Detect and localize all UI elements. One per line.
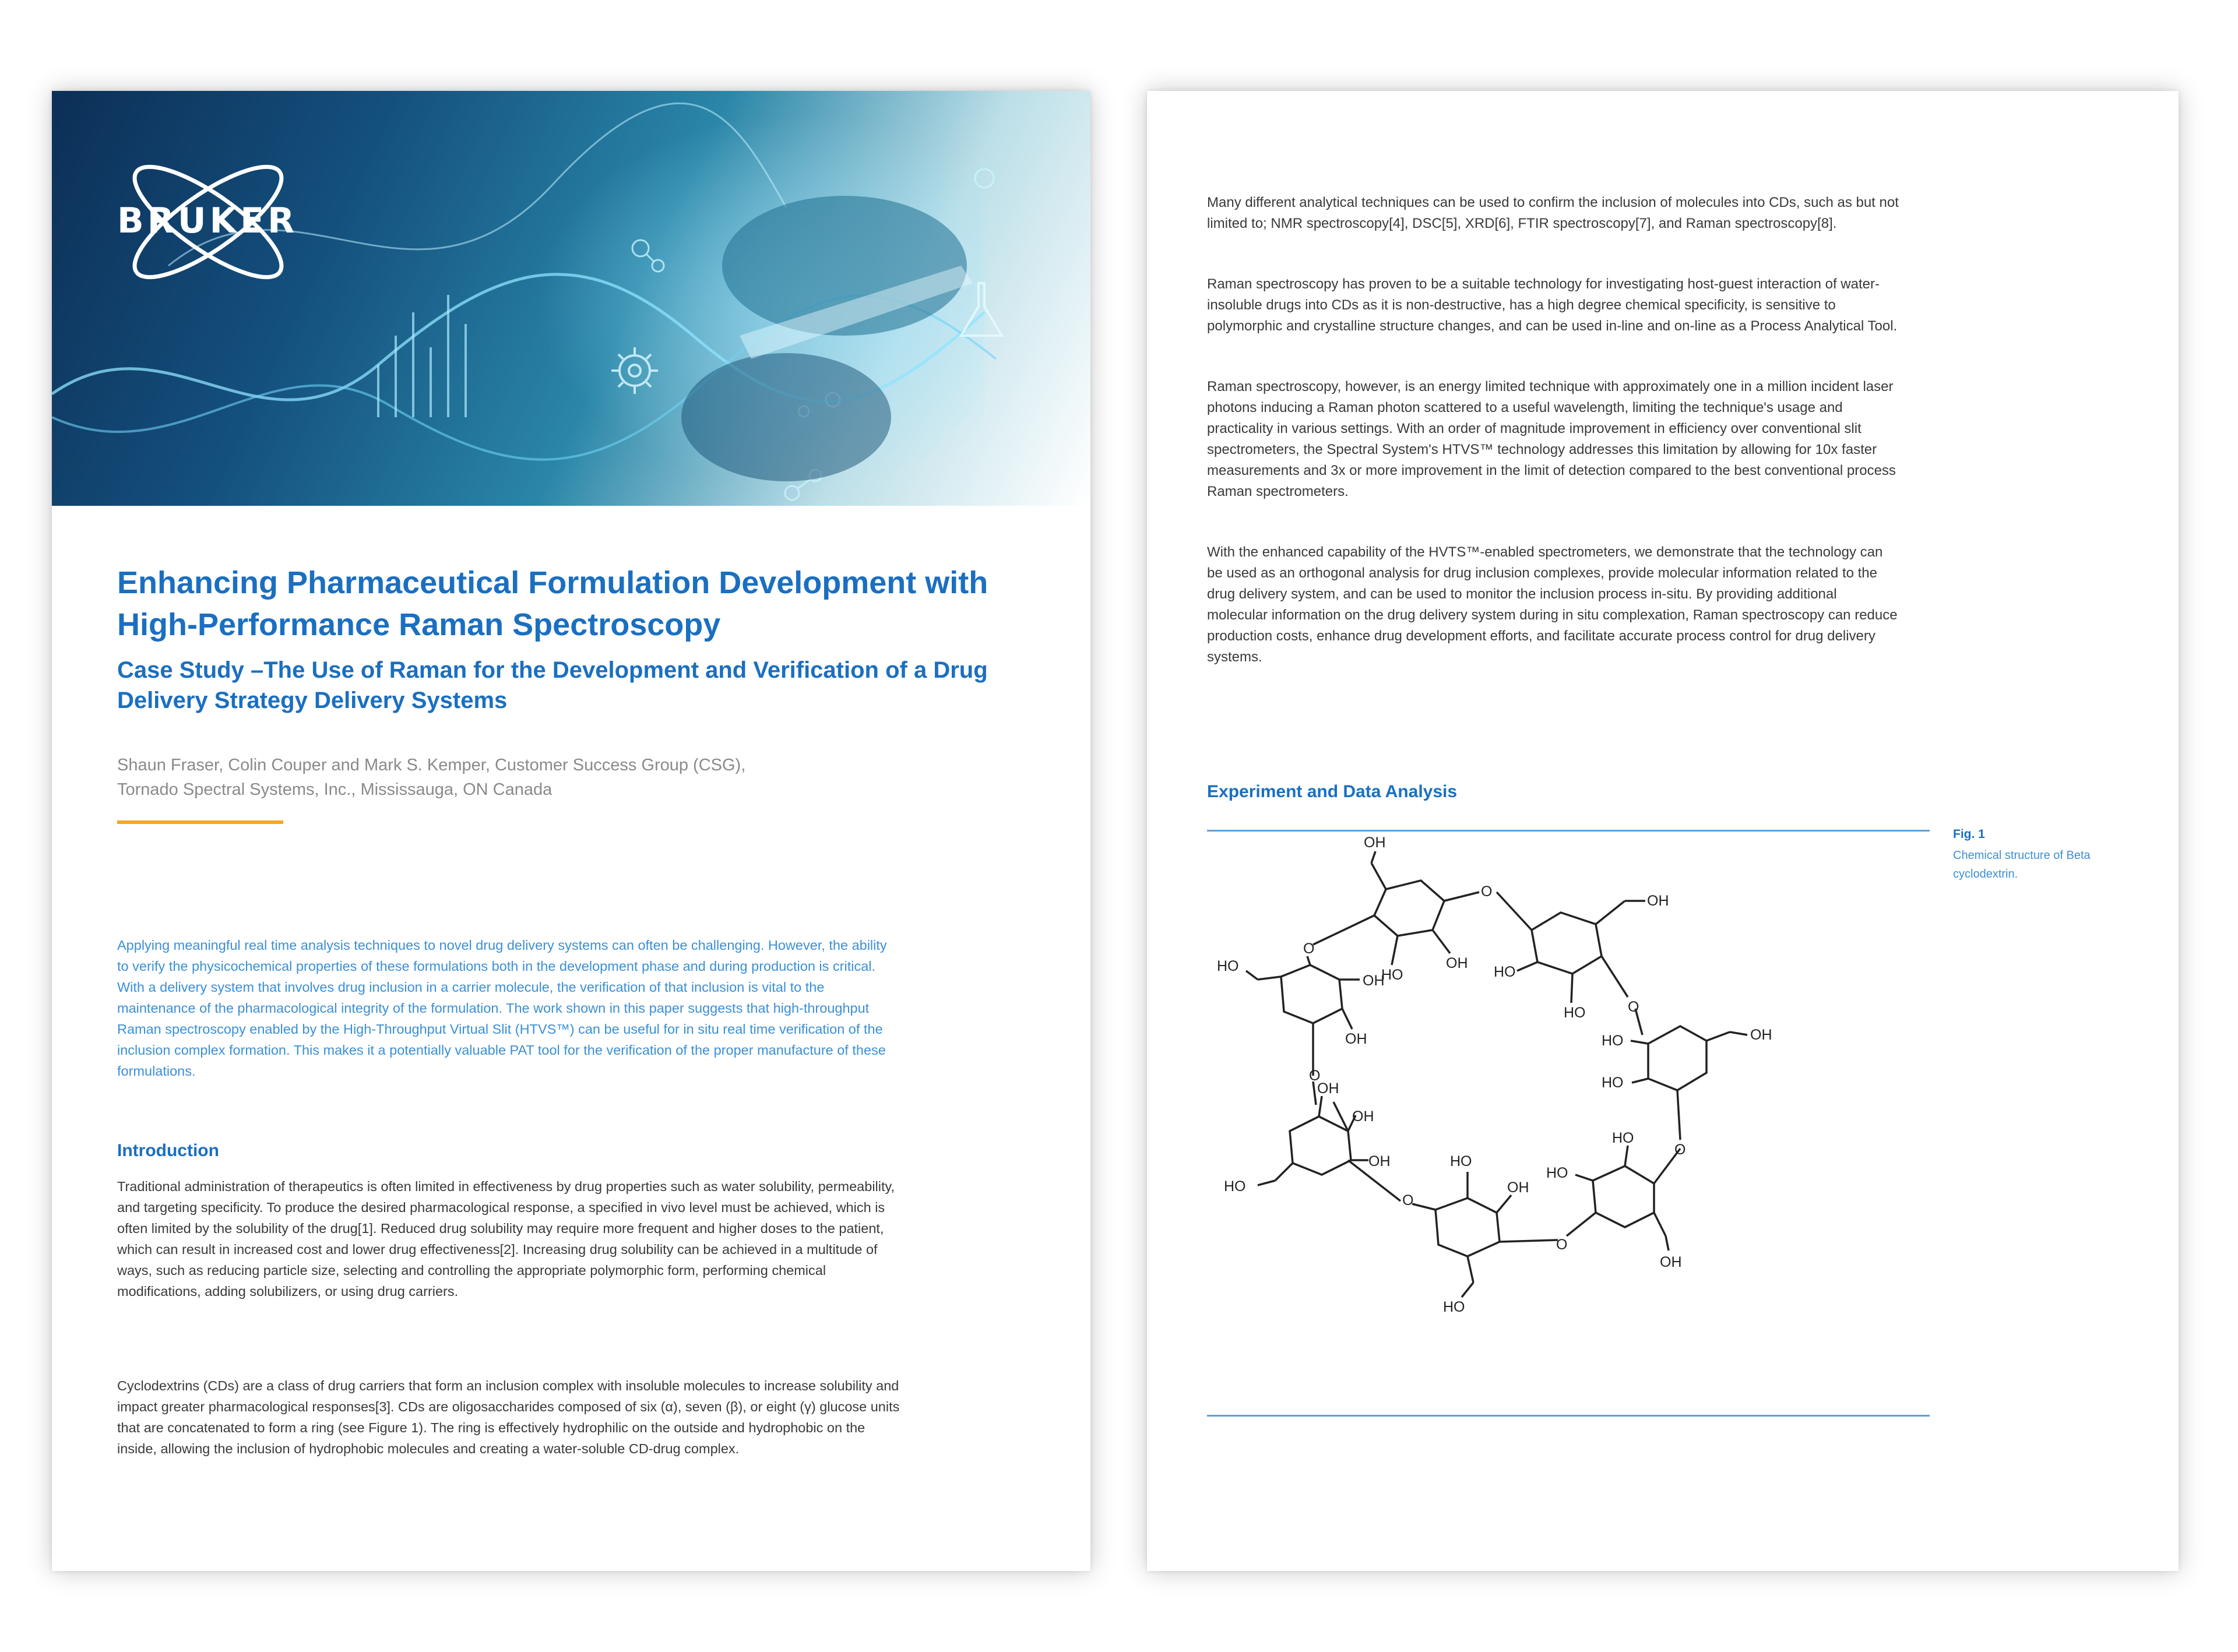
chem-label: O: [1309, 1068, 1321, 1084]
figure-top-rule: [1207, 830, 1930, 832]
left-page: [52, 91, 1090, 1571]
body-paragraph-3: Raman spectroscopy, however, is an energy limited technique with approximately one in a million incident laser photons inducing a Raman photon scattered to a useful wavelength, limiting the technique's usage and practicality in various settings. With an order of magnitude improvement in efficiency over conventional slit spectrometers, the Spectral System's HTVS™ technology addresses this limitation by allowing for 10x faster measurements and 3x or more improvement in the limit of detection compared to the best conventional process Raman spectrometers.: [1207, 379, 1896, 499]
chem-label: OH: [1750, 1027, 1772, 1043]
chem-label: HO: [1564, 1005, 1586, 1021]
beta-cyclodextrin-structure: [1194, 834, 1835, 1431]
experiment-heading: Experiment and Data Analysis: [1207, 782, 1458, 801]
chem-label: HO: [1381, 967, 1403, 983]
chem-label: HO: [1546, 1165, 1568, 1181]
chem-label: O: [1402, 1192, 1414, 1209]
body-paragraph-4: With the enhanced capability of the HVTS™-enabled spectrometers, we demonstrate that the technology can be used as an orthogonal analysis for drug inclusion complexes, provide molecular information related to the drug delivery system, and can be used to monitor the inclusion process in-situ. By providing additional molecular information on the drug delivery system during in situ complexation, Raman spectroscopy can reduce production costs, enhance drug development efforts, and facilitate accurate process control for drug delivery systems.: [1207, 544, 1898, 665]
body-paragraph-1: Many different analytical techniques can be used to confirm the inclusion of molecules into CDs, such as but not limited to; NMR spectroscopy[4], DSC[5], XRD[6], FTIR spectroscopy[7], and Raman spectroscopy[8].: [1207, 195, 1899, 231]
chem-label: OH: [1368, 1153, 1391, 1170]
hero-illustration: [52, 91, 1090, 506]
affiliation-line: Tornado Spectral Systems, Inc., Mississauga, ON Canada: [117, 780, 553, 799]
chem-label: OH: [1363, 973, 1385, 989]
chem-label: OH: [1647, 893, 1669, 909]
chem-label: O: [1628, 999, 1639, 1015]
chem-label: O: [1481, 883, 1493, 900]
right-page: [1147, 91, 2179, 1571]
authors-block: [117, 753, 991, 802]
abstract-paragraph: Applying meaningful real time analysis techniques to novel drug delivery systems can often be challenging. However, the ability to verify the physicochemical properties of these formulations both in the development phase and during production is critical. With a delivery system that involves drug inclusion in a carrier molecule, the verification of that inclusion is vital to the maintenance of the pharmacological integrity of the formulation. The work shown in this paper suggests that high-throughput Raman spectroscopy enabled by the High-Throughput Virtual Slit (HTVS™) can be useful for in situ real time verification of the inclusion complex formation. This makes it a potentially valuable PAT tool for the verification of the proper manufacture of these formulations.: [117, 938, 887, 1079]
introduction-heading: Introduction: [117, 1141, 219, 1160]
hero-banner-image: [52, 91, 1090, 506]
accent-divider: [117, 820, 283, 824]
chem-label: O: [1674, 1142, 1686, 1158]
chem-label: HO: [1443, 1299, 1465, 1315]
body-paragraph-2: Raman spectroscopy has proven to be a suitable technology for investigating host-guest interaction of water-insoluble drugs into CDs as it is non-destructive, has a high degree chemical specificity, is sensitive to polymorphic and crystalline structure changes, and can be used in-line and on-line as a Process Analytical Tool.: [1207, 276, 1898, 334]
chem-label: HO: [1494, 964, 1516, 980]
figure-caption: Chemical structure of Beta cyclodextrin.: [1953, 849, 2091, 880]
chem-label: HO: [1217, 958, 1239, 974]
chem-label: HO: [1450, 1153, 1472, 1170]
chem-label: OH: [1446, 955, 1468, 971]
chem-label: OH: [1317, 1080, 1339, 1097]
chem-label: OH: [1507, 1179, 1529, 1196]
intro-paragraph-1: Traditional administration of therapeutics is often limited in effectiveness by drug properties such as water solubility, permeability, and targeting specificity. To produce the desired pharmacological response, a specified in vivo level must be achieved, which is often limited by the solubility of the drug[1]. Reduced drug solubility may require more frequent and higher doses to the patient, which can result in increased cost and lower drug effectiveness[2]. Increasing drug solubility can be achieved in a multitude of ways, such as reducing particle size, selecting and controlling the appropriate polymorphic form, performing chemical modifications, adding solubilizers, or using drug carriers.: [117, 1179, 895, 1299]
figure-label: Fig. 1: [1953, 827, 1985, 841]
chem-label: HO: [1602, 1033, 1624, 1049]
chem-label: HO: [1602, 1075, 1624, 1091]
intro-paragraph-2: Cyclodextrins (CDs) are a class of drug carriers that form an inclusion complex with insoluble molecules to increase solubility and impact greater pharmacological responses[3]. CDs are oligosaccharides composed of six (α), seven (β), or eight (γ) glucose units that are concatenated to form a ring (see Figure 1). The ring is effectively hydrophilic on the outside and hydrophobic on the inside, allowing the inclusion of hydrophobic molecules and creating a water-soluble CD-drug complex.: [117, 1378, 900, 1456]
bruker-logo-text: BRUKER: [117, 200, 298, 241]
chem-label: OH: [1660, 1254, 1682, 1270]
chem-label: O: [1556, 1237, 1568, 1253]
chem-label: HO: [1612, 1130, 1634, 1146]
chem-label: HO: [1224, 1178, 1246, 1195]
document-subtitle: Case Study –The Use of Raman for the Development and Verification of a Drug Delivery Strategy Delivery Systems: [117, 657, 988, 713]
chem-label: OH: [1352, 1108, 1374, 1125]
figure-bottom-rule: [1207, 1415, 1930, 1417]
authors-line: Shaun Fraser, Colin Couper and Mark S. Kemper, Customer Success Group (CSG),: [117, 756, 746, 774]
chem-label: OH: [1364, 834, 1386, 851]
document-title: Enhancing Pharmaceutical Formulation Development with High-Performance Raman Spectroscopy: [117, 565, 988, 642]
chem-label: O: [1303, 941, 1315, 957]
chem-label: OH: [1345, 1031, 1367, 1047]
